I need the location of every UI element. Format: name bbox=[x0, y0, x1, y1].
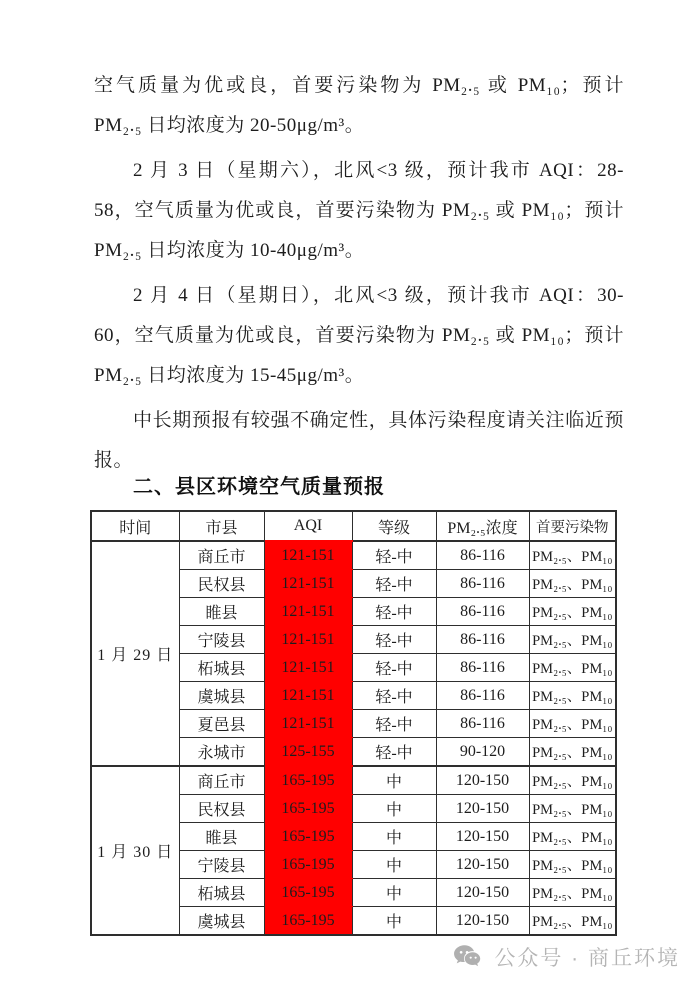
table-row bbox=[91, 541, 616, 570]
column-header-pollutant: 首要污染物 bbox=[529, 511, 616, 541]
aqi-cell: 121-151 bbox=[264, 682, 352, 710]
section-heading: 二、县区环境空气质量预报 bbox=[133, 476, 385, 498]
paragraph-feb2-continuation: 空气质量为优或良，首要污染物为 PM₂.₅ 或 PM₁₀；预计 PM₂.₅ 日均浓度为 20-50μg/m³。 bbox=[94, 75, 624, 136]
column-header-pm25: PM₂.₅浓度 bbox=[436, 511, 529, 541]
level-cell: 轻-中 bbox=[352, 570, 436, 598]
pollutant-cell: PM₂.₅、PM₁₀ bbox=[529, 795, 616, 823]
pm25-cell: 86-116 bbox=[436, 654, 529, 682]
county-cell: 民权县 bbox=[179, 795, 264, 823]
pollutant-cell: PM₂.₅、PM₁₀ bbox=[529, 738, 616, 767]
table-header-row bbox=[91, 511, 616, 541]
table-body bbox=[91, 541, 616, 935]
aqi-cell: 165-195 bbox=[264, 907, 352, 936]
pollutant-cell: PM₂.₅、PM₁₀ bbox=[529, 626, 616, 654]
aqi-cell: 121-151 bbox=[264, 541, 352, 570]
level-cell: 轻-中 bbox=[352, 598, 436, 626]
level-cell: 中 bbox=[352, 851, 436, 879]
pollutant-cell: PM₂.₅、PM₁₀ bbox=[529, 710, 616, 738]
level-cell: 中 bbox=[352, 823, 436, 851]
aqi-cell: 165-195 bbox=[264, 851, 352, 879]
county-cell: 民权县 bbox=[179, 570, 264, 598]
aqi-cell: 165-195 bbox=[264, 795, 352, 823]
aqi-cell: 121-151 bbox=[264, 654, 352, 682]
county-cell: 虞城县 bbox=[179, 907, 264, 936]
pm25-cell: 120-150 bbox=[436, 907, 529, 936]
forecast-text-block bbox=[94, 66, 624, 474]
pm25-cell: 120-150 bbox=[436, 879, 529, 907]
aqi-cell: 121-151 bbox=[264, 626, 352, 654]
pollutant-cell: PM₂.₅、PM₁₀ bbox=[529, 879, 616, 907]
pollutant-cell: PM₂.₅、PM₁₀ bbox=[529, 682, 616, 710]
table-header bbox=[91, 511, 616, 541]
pm25-cell: 120-150 bbox=[436, 823, 529, 851]
pm25-cell: 86-116 bbox=[436, 626, 529, 654]
pm25-cell: 86-116 bbox=[436, 541, 529, 570]
pm25-cell: 120-150 bbox=[436, 766, 529, 795]
level-cell: 轻-中 bbox=[352, 738, 436, 767]
pm25-cell: 86-116 bbox=[436, 570, 529, 598]
pm25-cell: 86-116 bbox=[436, 598, 529, 626]
county-cell: 柘城县 bbox=[179, 654, 264, 682]
aqi-cell: 165-195 bbox=[264, 766, 352, 795]
county-cell: 虞城县 bbox=[179, 682, 264, 710]
date-cell: 1 月 30 日 bbox=[91, 766, 179, 935]
date-cell: 1 月 29 日 bbox=[91, 541, 179, 766]
county-cell: 宁陵县 bbox=[179, 851, 264, 879]
column-header-time: 时间 bbox=[91, 511, 179, 541]
level-cell: 轻-中 bbox=[352, 682, 436, 710]
pm25-cell: 86-116 bbox=[436, 710, 529, 738]
level-cell: 轻-中 bbox=[352, 541, 436, 570]
aqi-cell: 121-151 bbox=[264, 710, 352, 738]
level-cell: 中 bbox=[352, 795, 436, 823]
wechat-icon bbox=[453, 944, 485, 970]
level-cell: 轻-中 bbox=[352, 654, 436, 682]
county-air-quality-table bbox=[90, 510, 617, 936]
pollutant-cell: PM₂.₅、PM₁₀ bbox=[529, 570, 616, 598]
level-cell: 轻-中 bbox=[352, 626, 436, 654]
county-cell: 永城市 bbox=[179, 738, 264, 767]
watermark-text: 公众号 · 商丘环境 bbox=[494, 947, 680, 970]
pollutant-cell: PM₂.₅、PM₁₀ bbox=[529, 823, 616, 851]
county-cell: 柘城县 bbox=[179, 879, 264, 907]
paragraph-uncertainty-note: 中长期预报有较强不确定性，具体污染程度请关注临近预报。 bbox=[94, 410, 624, 471]
pollutant-cell: PM₂.₅、PM₁₀ bbox=[529, 851, 616, 879]
aqi-cell: 121-151 bbox=[264, 570, 352, 598]
county-cell: 宁陵县 bbox=[179, 626, 264, 654]
column-header-level: 等级 bbox=[352, 511, 436, 541]
column-header-county: 市县 bbox=[179, 511, 264, 541]
level-cell: 轻-中 bbox=[352, 710, 436, 738]
pollutant-cell: PM₂.₅、PM₁₀ bbox=[529, 654, 616, 682]
county-cell: 商丘市 bbox=[179, 766, 264, 795]
county-cell: 睢县 bbox=[179, 823, 264, 851]
aqi-cell: 121-151 bbox=[264, 598, 352, 626]
pm25-cell: 120-150 bbox=[436, 795, 529, 823]
pollutant-cell: PM₂.₅、PM₁₀ bbox=[529, 541, 616, 570]
aqi-cell: 125-155 bbox=[264, 738, 352, 767]
pollutant-cell: PM₂.₅、PM₁₀ bbox=[529, 907, 616, 936]
watermark bbox=[453, 941, 680, 973]
county-cell: 睢县 bbox=[179, 598, 264, 626]
aqi-cell: 165-195 bbox=[264, 823, 352, 851]
aqi-cell: 165-195 bbox=[264, 879, 352, 907]
level-cell: 中 bbox=[352, 766, 436, 795]
column-header-aqi: AQI bbox=[264, 511, 352, 541]
paragraph-feb3-forecast: 2 月 3 日（星期六），北风<3 级，预计我市 AQI：28-58，空气质量为优或良，首要污染物为 PM₂.₅ 或 PM₁₀；预计 PM₂.₅ 日均浓度为 10-40μg/m³。 bbox=[94, 160, 624, 261]
pm25-cell: 86-116 bbox=[436, 682, 529, 710]
level-cell: 中 bbox=[352, 907, 436, 936]
county-cell: 夏邑县 bbox=[179, 710, 264, 738]
pm25-cell: 90-120 bbox=[436, 738, 529, 767]
pm25-cell: 120-150 bbox=[436, 851, 529, 879]
pollutant-cell: PM₂.₅、PM₁₀ bbox=[529, 766, 616, 795]
level-cell: 中 bbox=[352, 879, 436, 907]
paragraph-feb4-forecast: 2 月 4 日（星期日），北风<3 级，预计我市 AQI：30-60，空气质量为优或良，首要污染物为 PM₂.₅ 或 PM₁₀；预计 PM₂.₅ 日均浓度为 15-45μg/m³。 bbox=[94, 285, 624, 386]
county-cell: 商丘市 bbox=[179, 541, 264, 570]
table-row bbox=[91, 766, 616, 795]
pollutant-cell: PM₂.₅、PM₁₀ bbox=[529, 598, 616, 626]
